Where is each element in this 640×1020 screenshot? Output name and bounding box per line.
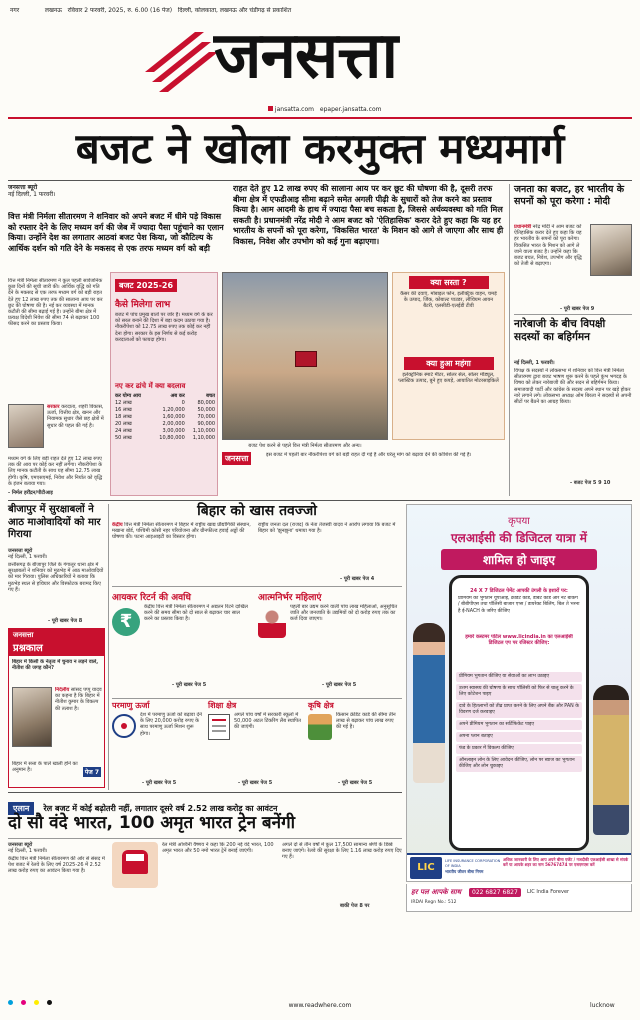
bihar-text [112, 522, 252, 584]
modi-tag: प्रधानमंत्री [514, 224, 532, 230]
bijapur-more: - पूरी खबर पेज 8 [48, 618, 83, 624]
photo-tablet [295, 351, 317, 367]
ad-kripya: कृपया [508, 516, 530, 527]
slab-row [115, 421, 215, 428]
ad-footer-bar [407, 853, 631, 881]
prashnakaal-header [9, 629, 104, 656]
train-icon [112, 842, 158, 888]
masthead-rule [8, 117, 632, 119]
bijapur-headline: बीजापुर में सुरक्षाबलों ने आठ माओवादियों को मार गिराया [8, 504, 101, 540]
tile-nuclear [112, 700, 204, 792]
opposition-more: - बजट पेज 5 9 10 [570, 480, 611, 486]
ad-tagline: हर पल आपके साथ [411, 888, 462, 896]
farmer-icon [308, 714, 332, 740]
prashnakaal-caption: बिहार में सत्ता के पाले खाली होने का अनुमान है। [12, 761, 78, 774]
budget-tag: बजट 2025-26 [115, 279, 177, 292]
modi-more: - पूरी खबर पेज 9 [560, 306, 595, 312]
ad-follow[interactable]: LIC India Forever [527, 889, 570, 895]
rail-kicker-row [8, 796, 402, 812]
jansatta-box [222, 452, 505, 498]
rupee-icon: ₹ [112, 608, 140, 636]
slab-cell: 90,000 [197, 421, 215, 427]
ad-bottom-strip [406, 884, 632, 912]
lead-body-2: मध्यम वर्ग के लिए बड़ी राहत देते हुए 12 लाख रुपए तक की आय पर कोई कर नहीं लगेगा। नौकरीपेशा के लिए मानक कटौती के साथ यह सीमा 12.75 लाख होगी। कृषि, एमएसएमई, निवेश और निर्यात को वृद्धि के इंजन बताया गया। [8, 456, 103, 487]
cheaper-items: कैंसर की दवाएं, मोबाइल फोन, इलेक्ट्रिक वाहन, चमड़े के उत्पाद, जिंक, कोबाल्ट पाउडर, लीथियम आयन बैटरी, एलसीडी-एलईडी टीवी [400, 291, 497, 310]
opposition-headline: नारेबाजी के बीच विपक्षी सदस्यों का बहिर्गमन [514, 318, 606, 343]
ad-line2: शामिल हो जाइए [441, 549, 597, 570]
bihar-text-2: राष्ट्रीय जनता दल (राजद) के नेता तेजस्वी यादव ने आरोप लगाया कि बजट में बिहार को 'झुनझुना' थमाया गया है। [258, 522, 396, 535]
slab-cell: 24 लाख [115, 428, 132, 434]
tile-women-text: पहली बार उद्यम करने वाली पांच लाख महिलाओं, अनुसूचित जाति और जनजाति के उद्यमियों को दो करोड़ रुपए तक का कर्ज दिया जाएगा। [290, 604, 398, 623]
slab-cell: 50,000 [197, 407, 215, 413]
bihar-tag: केंद्रीय [112, 522, 123, 528]
web-icon [268, 106, 273, 111]
modi-body: नरेंद्र मोदी ने आम बजट को ऐतिहासिक करार देते हुए कहा कि यह हर भारतीय के सपनों को पूरा करेगा। विकसित भारत के मिशन को आगे ले जाने वाला बजट है। उन्होंने कहा कि बजट बचत, निवेश, उपभोग और वृद्धि को तेजी से बढ़ाएगा। [514, 224, 582, 268]
lic-ad[interactable] [406, 504, 632, 882]
top-line-city: लखनऊ [44, 7, 62, 14]
lead-intro-right: राहत देते हुए 12 लाख रुपए की सालाना आय पर कर छूट की घोषणा की है, दूसरी तरफ बीमा क्षेत्र में एफडीआइ सीमा बढ़ाने समेत अगली पीढ़ी के सुधारों को तेज करने का प्रस्ताव किया है। आम आदमी के हाथ में ज्यादा पैसा बच सकता है, जिससे अर्थव्यवस्था को गति मिल सकती है। प्रधानमंत्री नरेंद्र मोदी ने आम बजट को 'ऐतिहासिक' करार देते हुए कहा कि यह हर भारतीय के सपनों को पूरा करेगा, 'विकसित भारत' के मिशन को आगे ले जाएगा और साथ ही विकास, निवेश और उपभोग को कई गुना बढ़ाएगा। [233, 184, 504, 246]
col-divider-left [108, 504, 109, 790]
ad-service-button[interactable]: प्रीमियम भुगतान कीजिए या सेवाओं का लाभ उठाइए [456, 672, 582, 682]
lead-byline: जनसत्ता ब्यूरो [8, 184, 38, 191]
lic-hindi: भारतीय जीवन बीमा निगम [445, 869, 484, 874]
modi-text [514, 224, 586, 304]
tile-nuclear-more: - पूरी खबर पेज 5 [142, 780, 177, 786]
slab-header-cell: कर योग्य आय [115, 393, 141, 399]
section-rule [8, 500, 632, 501]
modi-rule [514, 314, 632, 315]
web-link-2[interactable]: epaper.jansatta.com [319, 106, 382, 113]
slab-table [115, 393, 215, 442]
tile-agri [308, 700, 402, 792]
phone-body: प्रीमियम का भुगतान यूपीआई, क्रेडिट कार्ड, डेबिट कार्ड और नेट बैंकिंग / बीबीपीएस तथा पॉलिसी बाजार एप्स / डायरेक्ट बिलिंग, बिल ते भरना है ई-NACH के जरिए कीजिए [458, 596, 580, 614]
slab-title: नए कर ढांचे में क्या बदलाव [115, 382, 186, 390]
costlier-title: क्या हुआ महंगा [404, 357, 494, 370]
slab-header-row [115, 393, 215, 400]
ad-button-list [452, 670, 586, 774]
rail-text-2: रेल मंत्री अश्विनी वैष्णव ने कहा कि 200 नई वंदे भारत, 100 अमृत भारत और 50 नमो भारत ट्रेनें बनाई जाएंगी। [162, 842, 274, 855]
rail-tag: एलान [8, 802, 34, 815]
slab-row [115, 428, 215, 435]
rail-kicker: रेल बजट में कोई बढ़ोतरी नहीं, लगातार दूसरे वर्ष 2.52 लाख करोड़ का आवंटन [43, 804, 278, 813]
prashnakaal-box [8, 628, 105, 788]
ad-reg: IRDAI Regn No.: 512 [411, 900, 457, 905]
ad-phone [449, 575, 589, 851]
tile-itr [112, 590, 252, 696]
ad-footer-text: अधिक जानकारी के लिए आप अपने बीमा एजेंट / नजदीकी एलआईसी शाखा से संपर्क करें या आपके शहर का नाम 56767474 पर एसएमएस करें [503, 857, 629, 867]
slab-cell: 70,000 [197, 414, 215, 420]
slab-cell: 3,00,000 [162, 428, 185, 434]
bijapur-byline-name: जनसत्ता ब्यूरो [8, 548, 33, 554]
top-line-meta: रविवार 2 फरवरी, 2025, रु. 6.00 (16 पेज) [67, 7, 173, 14]
slab-cell: 12 लाख [115, 400, 132, 406]
slab-cell: 1,60,000 [162, 414, 185, 420]
tile-women-more: - पूरी खबर पेज 5 [322, 682, 357, 688]
tile-agri-text: किसान क्रेडिट कार्ड की सीमा तीन लाख से बढ़ाकर पांच लाख रुपए की गई है। [336, 712, 396, 731]
ad-service-button[interactable]: अपना प्लान बताइए [456, 732, 582, 742]
expert-name: सरकार [47, 404, 60, 410]
slab-cell: 1,10,000 [192, 435, 215, 441]
ad-man-figure [593, 685, 629, 835]
slab-cell: 20 लाख [115, 421, 132, 427]
lead-dateline: नई दिल्ली, 1 फरवरी। [8, 191, 56, 199]
cheaper-title: क्या सस्ता ? [409, 276, 489, 289]
headline-rule [8, 180, 632, 181]
slab-header-cell: अब कर [170, 393, 185, 399]
lead-photo-caption: बजट पेश करने से पहले वित्त मंत्री निर्मला सीतारमण और अन्य। [248, 443, 362, 449]
bihar-more: - पूरी खबर पेज 4 [340, 576, 375, 582]
budget-title: कैसे मिलेगा लाभ [115, 300, 171, 310]
top-line-right: दिल्ली, कोलकाता, लखनऊ और चंडीगढ़ से प्रकाशित [177, 7, 292, 14]
ad-service-button[interactable]: अपने प्रीमियम भुगतान का सर्टिफिकेट पाइए [456, 720, 582, 730]
lead-body: वित्त मंत्री निर्मला सीतारमण ने कुल पहली सार्वजनिक कुछ दिनों की सूची जारी की। आर्थिक वृद्धि को गति देने के मकसद से एक तरफ मध्यम वर्ग को बड़ी राहत देते हुए 12 लाख रुपए तक की सालाना आय पर कर छूट की घोषणा की है। नई कर व्यवस्था में मानक कटौती की सीमा बढ़ाई गई है। उन्होंने बीमा क्षेत्र में प्रत्यक्ष विदेशी निवेश की सीमा 74 से बढ़ाकर 100 फीसद करने का प्रस्ताव किया। [8, 278, 103, 328]
tile-education-text: अगले पांच वर्षों में सरकारी स्कूलों में 50,000 अटल टिंकरिंग लैब स्थापित की जाएंगी। [234, 712, 301, 731]
lead-intro: वित्त मंत्री निर्मला सीतारमण ने शनिवार को अपने बजट में धीमे पड़े विकास को रफ्तार देने के लिए मध्यम वर्ग की जेब में ज्यादा पैसा पहुंचाने का एलान किया। उन्होंने देश का लगातार आठवां बजट पेश किया, जो कौटिल्य के आर्थिक दर्शन को गति देने के मकसद से एक तरफ मध्यम वर्ग को बड़ी [8, 212, 224, 253]
slab-cell: 0 [181, 400, 185, 406]
slab-cell: 1,20,000 [162, 407, 185, 413]
prashnakaal-question: बिहार में किसी के नेतृत्व में चुनाव न लड़ने वाले, नीतीश की जगह कौन? [12, 659, 99, 672]
opposition-text: विपक्ष के सदस्यों ने लोकसभा में शनिवार को वित्त मंत्री निर्मला सीतारमण द्वारा बजट भाषण शुरू करने के पहले कुंभ भगदड़ के विषय को लेकर नारेबाजी की और सदन से बहिर्गमन किया। समाजवादी पार्टी और कांग्रेस के सदस्य अपने स्थान पर खड़े होकर नारे लगाने लगे। लोकसभा अध्यक्ष ओम बिरला ने सदस्यों से अपनी सीटों पर बैठने का आग्रह किया। [514, 368, 632, 406]
lead-photo [222, 272, 388, 440]
tile-itr-more: - पूरी खबर पेज 5 [172, 682, 207, 688]
expert-text [47, 404, 105, 454]
ad-woman-figure [413, 623, 445, 783]
col-divider-right [509, 184, 510, 496]
slab-row [115, 400, 215, 407]
registration-marks [8, 990, 632, 996]
logo-swoosh-icon [140, 24, 220, 94]
ad-service-button[interactable]: दावे के हितलाभों को तीव्र प्राप्त करने के लिए अपने बैंक और PAN के विवरण दर्ज करवाइए [456, 702, 582, 718]
ad-phone-number[interactable]: 022 6827 6827 [469, 888, 521, 897]
lead-byline-block [8, 184, 88, 199]
tile-women-title: आत्मनिर्भर महिलाएं [258, 593, 322, 603]
rail-rule-top [8, 792, 402, 793]
masthead-logo [140, 18, 500, 98]
photo-credit: - निर्मल हरींद्रन/पीटीआइ [8, 490, 53, 496]
lic-logo: LIC [410, 857, 442, 879]
ad-service-button[interactable]: फंड के प्रकार में विकल्प कीजिए [456, 744, 582, 754]
rail-rule [8, 838, 402, 839]
logo-text: जनसत्ता [214, 18, 398, 93]
tile-women [258, 590, 402, 696]
web-links [268, 106, 381, 113]
prashnakaal-title: प्रश्नकाल [13, 643, 43, 654]
slab-row [115, 414, 215, 421]
jansatta-tag: जनसत्ता [222, 452, 251, 465]
lead-headline: बजट ने खोला करमुक्त मध्यमार्ग [75, 124, 565, 173]
lic-tag: LIFE INSURANCE CORPORATION OF INDIA [445, 859, 501, 868]
phone-head: 24 X 7 डिजिटल पेमेंट आपकी उंगली के इशारों पर: [470, 588, 568, 594]
slab-cell: 18 लाख [115, 414, 132, 420]
slab-cell: 2,00,000 [162, 421, 185, 427]
document-icon [208, 714, 230, 740]
costlier-items: इलेक्ट्रॉनिक स्मार्ट मीटर, सोलर सेल, सोलर मॉड्यूल, प्लास्टिक उत्पाद, बुने हुए कपड़े, आयातित मोटरसाइकिलें [398, 372, 499, 385]
rail-byline-name: जनसत्ता ब्यूरो [8, 842, 33, 848]
top-line-left: नगर [10, 7, 20, 14]
tiles-rule [112, 698, 402, 699]
prashnakaal-answer [55, 687, 103, 755]
bihar-headline: बिहार को खास तवज्जो [197, 503, 317, 519]
modi-photo [590, 224, 632, 276]
tile-nuclear-title: परमाणु ऊर्जा [112, 701, 150, 710]
slab-cell: 16 लाख [115, 407, 132, 413]
rail-dateline: नई दिल्ली, 1 फरवरी। [8, 848, 48, 855]
ad-service-button[interactable]: उत्तम स्वास्थ्य की घोषणा के साथ पॉलिसी को फिर से चालू करने के लिए कोटेशन पाइए [456, 684, 582, 700]
slab-cell: 50 लाख [115, 435, 132, 441]
expert-quote: करदाता, शहरी विकास, ऊर्जा, वित्तीय क्षेत्र, खनन और नियामक सुधार जैसे छह क्षेत्रों में सुधार की पहल की गई है। [47, 404, 104, 429]
rail-byline [8, 842, 108, 854]
slab-cell: 1,10,000 [192, 428, 215, 434]
bihar-rule [112, 586, 402, 587]
atom-icon [112, 714, 136, 738]
tile-education-more: - पूरी खबर पेज 5 [238, 780, 273, 786]
woman-icon [258, 608, 286, 638]
cheaper-box [392, 272, 505, 440]
tile-agri-title: कृषि क्षेत्र [308, 701, 334, 710]
ad-service-button[interactable]: ऑनलाइन लोन के लिए आवेदन कीजिए, लोन पर ब्याज का भुगतान कीजिए और लोन चुकाइए [456, 756, 582, 772]
prashnakaal-answer-text: सांसद पप्पू यादव का कहना है कि बिहार में नीतीश कुमार के विकल्प की तलाश है। [55, 687, 102, 712]
footer-url[interactable]: www.readwhere.com [288, 1002, 352, 1009]
bihar-body: वित्त मंत्री निर्मला सीतारमण ने बिहार में राष्ट्रीय खाद्य प्रौद्योगिकी संस्थान, मखाना बोर्ड, पश्चिमी कोसी नहर परियोजना और ग्रीनफील्ड हवाई अड्डों की घोषणा की। पटना आइआइटी का विस्तार होगा। [112, 522, 251, 541]
rail-text: केंद्रीय वित्त मंत्री निर्मला सीतारमण की ओर से संसद में पेश बजट में रेलवे के लिए वर्ष 2025-26 में 2.52 लाख करोड़ रुपए का आवंटन किया गया है। [8, 856, 105, 875]
prashnakaal-tag: जनसत्ता [13, 631, 34, 639]
footer-city: lucknow [590, 1002, 615, 1009]
rail-more: बाकी पेज 8 पर [340, 903, 370, 909]
prashnakaal-more: पेज 7 [84, 769, 99, 776]
prashnakaal-photo [12, 687, 52, 747]
tile-itr-title: आयकर रिटर्न की अवधि [112, 593, 191, 603]
tile-education-title: शिक्षा क्षेत्र [208, 701, 237, 710]
tile-itr-text: केंद्रीय वित्त मंत्री निर्मला सीतारमण ने अद्यतन रिटर्न दाखिल करने की समय सीमा को दो साल से बढ़ाकर चार साल करने का प्रस्ताव किया है। [144, 604, 248, 623]
slab-cell: 10,80,000 [159, 435, 185, 441]
prashnakaal-name: निर्दलीय [55, 687, 70, 693]
modi-headline: जनता का बजट, हर भारतीय के सपनों को पूरा करेगा : मोदी [514, 184, 624, 207]
expert-photo [8, 404, 44, 448]
bijapur-dateline: नई दिल्ली, 1 फरवरी। [8, 554, 48, 561]
slab-row [115, 435, 215, 442]
opposition-dateline: नई दिल्ली, 1 फरवरी। [514, 360, 555, 366]
phone-site: हमारे कस्टमर पोर्टल www.licindia.in का एलआईसी डिजिटल एप पर रजिस्टर कीजिए: [465, 634, 573, 647]
tile-agri-more: - पूरी खबर पेज 5 [338, 780, 373, 786]
slab-header-cell: बचत [206, 393, 215, 399]
bijapur-text: छत्तीसगढ़ के बीजापुर जिले के गंगालूर थाना क्षेत्र में सुरक्षाबलों ने शनिवार को मुठभेड़ में आठ माओवादियों को मार गिराया। पुलिस अधिकारियों ने बताया कि मुठभेड़ स्थल से हथियार और विस्फोटक बरामद किए गए हैं। [8, 562, 104, 593]
slab-cell: 80,000 [197, 400, 215, 406]
slab-row [115, 407, 215, 414]
web-link-1[interactable]: jansatta.com [274, 106, 314, 113]
rail-text-3: अगले दो से तीन वर्षों में कुल 17,500 सामान्य श्रेणी के डिब्बे बनाए जाएंगे। रेलवे की सुरक्षा के लिए 1.16 लाख करोड़ रुपए दिए गए हैं। [282, 842, 402, 861]
tile-education [208, 700, 304, 792]
rail-headline: दो सौ वंदे भारत, 100 अमृत भारत ट्रेन बनेंगी [8, 813, 296, 833]
jansatta-text: इस बजट में पहली बार नौकरीपेशा वर्ग को बड़ी राहत दी गई है और घरेलू मांग को बढ़ावा देने की कोशिश की गई है। [266, 452, 472, 458]
bijapur-byline [8, 548, 105, 560]
tile-nuclear-text: देश में परमाणु ऊर्जा को बढ़ावा देने के लिए 20,000 करोड़ रुपए के साथ परमाणु ऊर्जा मिशन शुरू होगा। [140, 712, 202, 737]
ad-line1: एलआईसी की डिजिटल यात्रा में [451, 531, 587, 545]
budget-box [110, 272, 218, 496]
budget-text: बजट में पांच प्रमुख बातों पर जोर है। मध्यम वर्ग के कर को सरल बनाने की दिशा में बड़ा कदम उठाया गया है। नौकरीपेशा को 12.75 लाख रुपए तक कोई कर नहीं देना होगा। सरकार के इस निर्णय से कई करोड़ करदाताओं को फायदा होगा। [115, 312, 213, 343]
